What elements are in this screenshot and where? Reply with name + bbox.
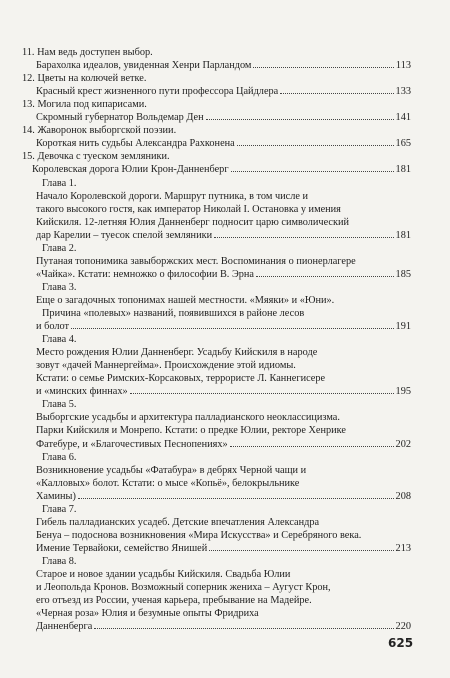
toc-line [36, 111, 411, 124]
toc-line: Кстати: о семье Римских-Корсаковых, террористе Л. Каннегисере [36, 373, 326, 384]
toc-entry-title: Барахолка идеалов, увиденная Хенри Парландом [36, 60, 252, 71]
toc-line: и Леопольда Кронов. Возможный соперник жениха – Аугуст Крон, [36, 582, 331, 593]
toc-entry-title: Скромный губернатор Вольдемар Ден [36, 112, 204, 123]
toc-line [36, 59, 411, 72]
toc-line [36, 137, 411, 150]
toc-page-ref: 208 [395, 491, 411, 502]
toc-entry-title: Имение Тервайоки, семейство Янишей [36, 543, 208, 554]
toc-page-ref: 202 [395, 439, 411, 450]
toc-page-ref: 181 [395, 230, 411, 241]
toc-page-ref: 195 [395, 386, 411, 397]
dot-leader [230, 446, 394, 447]
dot-leader [78, 498, 394, 499]
toc-page-ref: 141 [395, 112, 411, 123]
toc-line: 14. Жаворонок выборгской поэзии. [22, 125, 177, 136]
toc-line [36, 385, 411, 398]
dot-leader [280, 93, 393, 94]
toc-page-ref: 213 [395, 543, 411, 554]
toc-entry-title: Красный крест жизненного пути профессора Цайдлера [36, 86, 279, 97]
toc-line: Парки Кийскиля и Монрепо. Кстати: о предке Юлии, ректоре Хенрике [36, 425, 346, 436]
toc-page-ref: 165 [395, 138, 411, 149]
toc-line [36, 320, 411, 333]
toc-line: Глава 2. [42, 243, 77, 254]
toc-line: 12. Цветы на колючей ветке. [22, 73, 147, 84]
toc-line [36, 268, 411, 281]
toc-line: Начало Королевской дороги. Маршрут путника, в том числе и [36, 191, 308, 202]
toc-line: его отъезд из России, ученая карьера, пребывание на Мадейре. [36, 595, 312, 606]
toc-line: Выборгские усадьбы и архитектура палладианского неоклассицизма. [36, 412, 340, 423]
toc-entry-title: Хамины) [36, 491, 76, 502]
dot-leader [209, 550, 393, 551]
toc-line: Причина «полевых» названий, появившихся в районе лесов [42, 308, 305, 319]
toc-line: 13. Могила под кипарисами. [22, 99, 147, 110]
toc-line: зовут «дачей Маннергейма». Происхождение этой идиомы. [36, 360, 296, 371]
toc-line: Гибель палладианских усадеб. Детские впечатления Александра [36, 517, 320, 528]
toc-entry-title: Короткая нить судьбы Александра Рахконена [36, 138, 235, 149]
toc-page-ref: 113 [395, 60, 411, 71]
toc-line: Глава 5. [42, 399, 77, 410]
dot-leader [130, 393, 394, 394]
toc-line [36, 490, 411, 503]
dot-leader [71, 328, 394, 329]
toc-entry-title: Данненберга [36, 621, 93, 632]
toc-line: Бенуа – подоснова возникновения «Мира Искусства» и Серебряного века. [36, 530, 362, 541]
toc-page-ref: 181 [395, 164, 411, 175]
toc-entry-title: дар Карелии – туесок спелой земляники [36, 230, 213, 241]
toc-entry-title: «Чайка». Кстати: немножко о философии В. Эрна [36, 269, 254, 280]
toc-line [32, 163, 411, 176]
toc-page-ref: 220 [395, 621, 411, 632]
toc-line: Глава 3. [42, 282, 77, 293]
toc-line: Возникновение усадьбы «Фатабура» в дебрях Черной чащи и [36, 465, 307, 476]
toc-line: 15. Девочка с туеском земляники. [22, 151, 170, 162]
toc-line: Глава 7. [42, 504, 77, 515]
dot-leader [256, 276, 394, 277]
toc-line: «Черная роза» Юлия и безумные опыты Фридриха [36, 608, 259, 619]
toc-line: Путаная топонимика завыборжских мест. Воспоминания о пионерлагере [36, 256, 356, 267]
toc-line: «Калловых» болот. Кстати: о мысе «Копьё», белокрыльнике [36, 478, 300, 489]
toc-line: Глава 1. [42, 178, 77, 189]
toc-page-ref: 191 [395, 321, 411, 332]
toc-entry-title: и болот [36, 321, 69, 332]
toc-line: Старое и новое здании усадьбы Кийскиля. Свадьба Юлии [36, 569, 291, 580]
toc-line: Глава 6. [42, 452, 77, 463]
page-number: 625 [388, 636, 414, 650]
toc-line [36, 542, 411, 555]
toc-line: Глава 4. [42, 334, 77, 345]
toc-entry-title: Королевская дорога Юлии Крон-Данненберг [32, 164, 229, 175]
toc-line: Еще о загадочных топонимах нашей местности. «Мяяки» и «Юни». [36, 295, 335, 306]
dot-leader [94, 628, 393, 629]
toc-line: такого высокого гостя, как император Николай I. Остановка у имения [36, 204, 341, 215]
toc-line: 11. Нам ведь доступен выбор. [22, 47, 153, 58]
toc-line [36, 438, 411, 451]
toc-line: Глава 8. [42, 556, 77, 567]
toc-line [36, 85, 411, 98]
toc-page-ref: 133 [395, 86, 411, 97]
toc-entry-title: и «минских финнах» [36, 386, 128, 397]
toc-line: Кийскиля. 12-летняя Юлия Данненберг подносит царю символический [36, 217, 350, 228]
dot-leader [237, 145, 394, 146]
dot-leader [206, 119, 394, 120]
dot-leader [231, 171, 394, 172]
toc-page-ref: 185 [395, 269, 411, 280]
dot-leader [214, 237, 393, 238]
toc-line: Место рождения Юлии Данненберг. Усадьбу Кийскиля в народе [36, 347, 318, 358]
toc-line [36, 620, 411, 633]
dot-leader [253, 67, 393, 68]
toc-line [36, 229, 411, 242]
toc-entry-title: Фатебуре, и «Благочестивых Песнопениях» [36, 439, 228, 450]
